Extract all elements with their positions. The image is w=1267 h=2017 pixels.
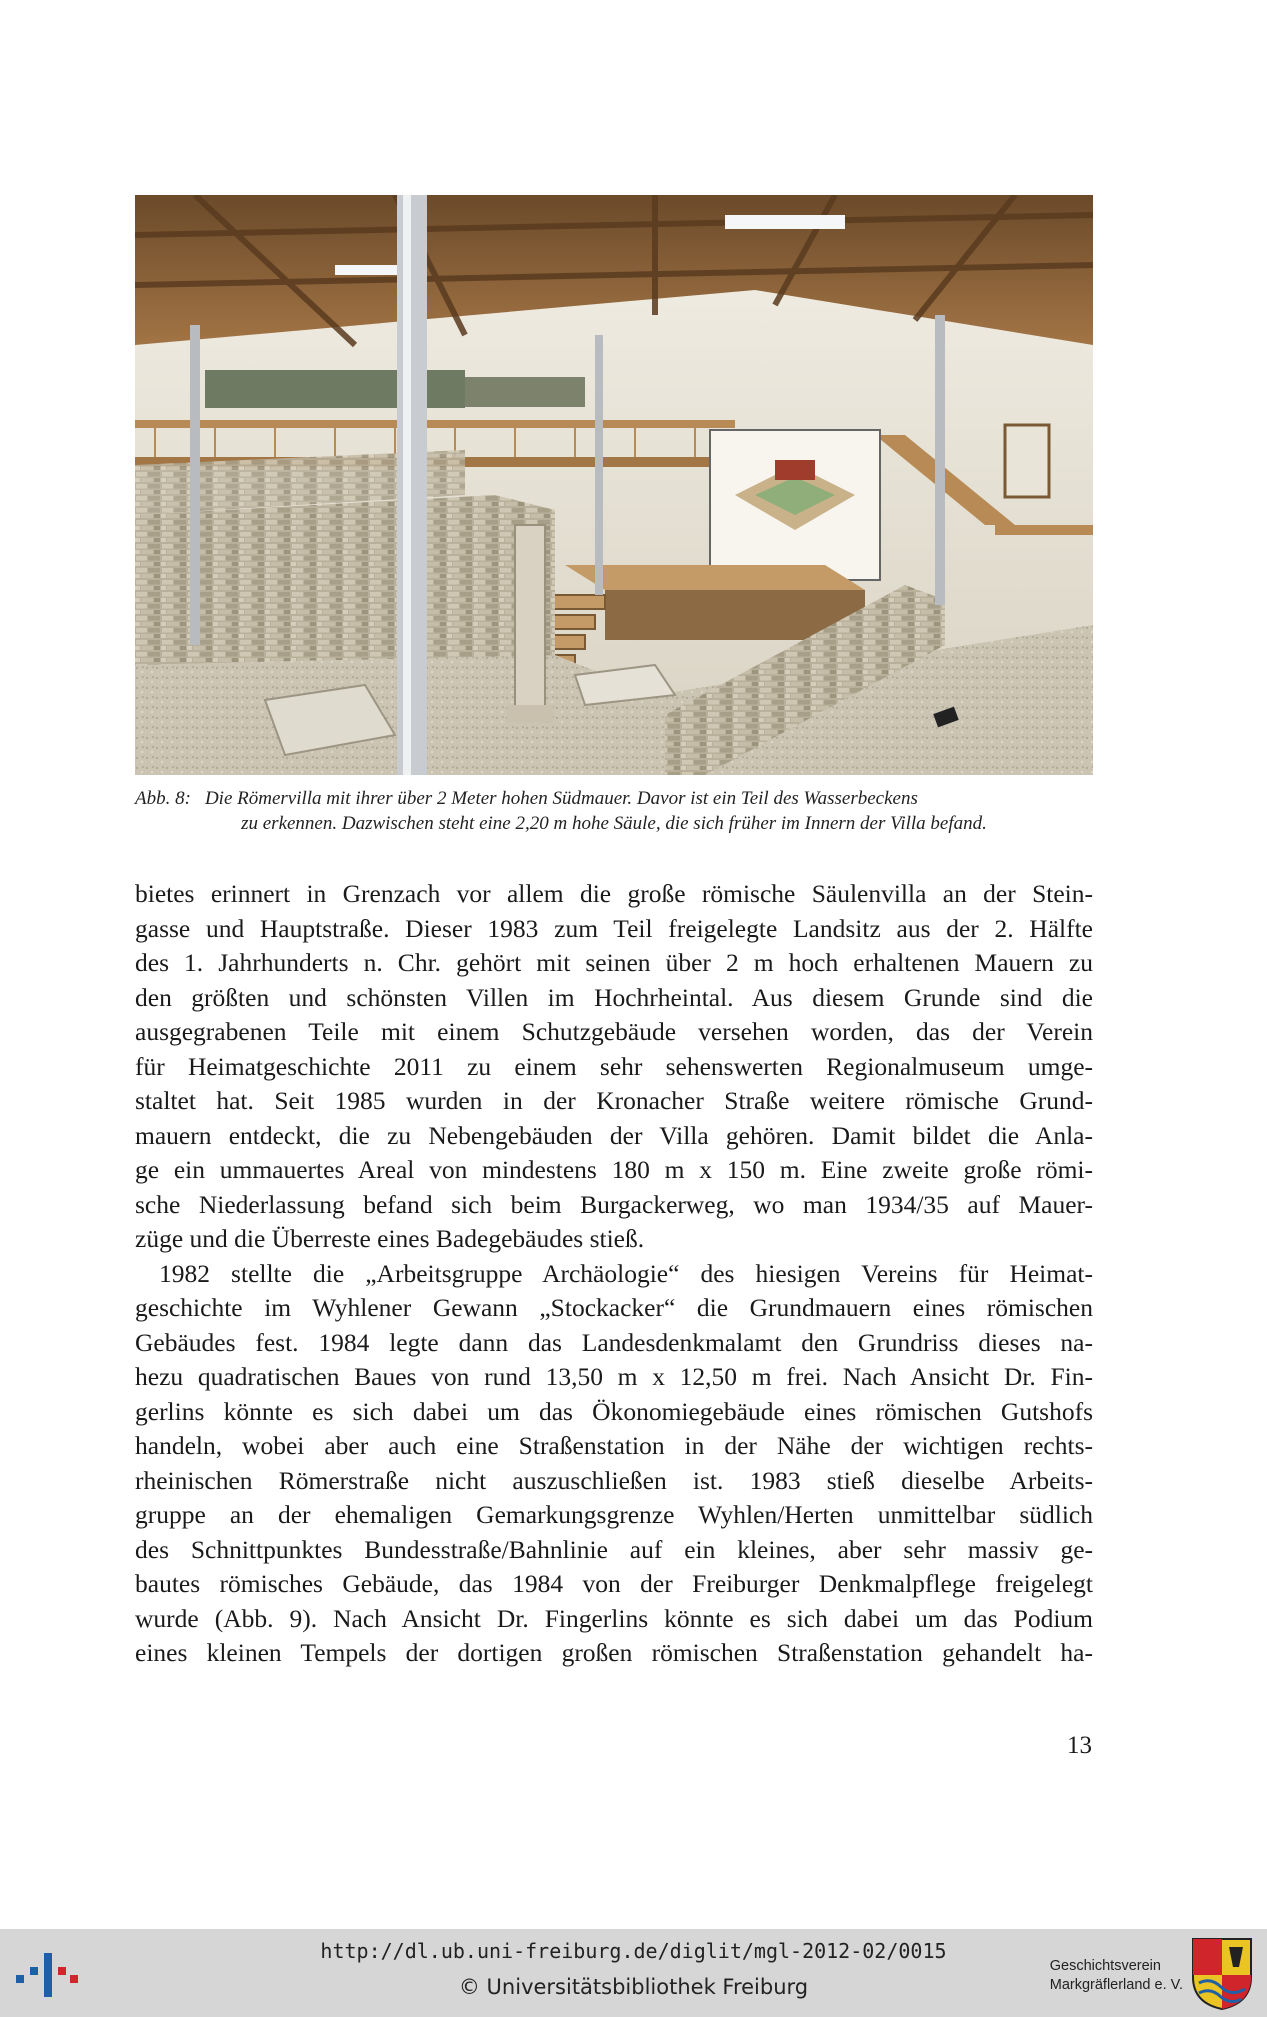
figure-photo [135, 195, 1093, 775]
text-line: wurde (Abb. 9). Nach Ansicht Dr. Fingerlins könnte es sich dabei um das Podium [135, 1603, 1093, 1633]
text-line: sche Niederlassung befand sich beim Burgackerweg, wo man 1934/35 auf Mauer- [135, 1189, 1093, 1219]
page-number: 13 [1067, 1732, 1092, 1759]
caption-label: Abb. 8: [135, 788, 191, 809]
society-crest-icon [1191, 1937, 1253, 2011]
text-line: gasse und Hauptstraße. Dieser 1983 zum Teil freigelegte Landsitz aus der 2. Hälfte [135, 913, 1093, 943]
footer-url[interactable]: http://dl.ub.uni-freiburg.de/diglit/mgl-2012-02/0015 [320, 1939, 947, 1963]
text-line: gruppe an der ehemaligen Gemarkungsgrenze Wyhlen/Herten unmittelbar südlich [135, 1500, 1093, 1529]
text-line: rheinischen Römerstraße nicht auszuschließen ist. 1983 stieß dieselbe Arbeits- [135, 1465, 1093, 1495]
text-line: züge und die Überreste eines Badegebäudes stieß. [135, 1224, 645, 1253]
text-line: handeln, wobei aber auch eine Straßenstation in der Nähe der wichtigen rechts- [135, 1431, 1093, 1460]
text-line: des 1. Jahrhunderts n. Chr. gehört mit seinen über 2 m hoch erhaltenen Mauern zu [135, 948, 1093, 977]
footer-bar [0, 1929, 1267, 2017]
text-line: mauern entdeckt, die zu Nebengebäuden der Villa gehören. Damit bildet die Anla- [135, 1120, 1093, 1150]
text-line: Gebäudes fest. 1984 legte dann das Landesdenkmalamt den Grundriss dieses na- [135, 1327, 1093, 1357]
text-line: geschichte im Wyhlener Gewann „Stockacker“ die Grundmauern eines römischen [135, 1293, 1093, 1322]
text-line: hezu quadratischen Baues von rund 13,50 m x 12,50 m frei. Nach Ansicht Dr. Fin- [135, 1362, 1093, 1391]
text-line: ausgegrabenen Teile mit einem Schutzgebäude versehen worden, das der Verein [135, 1017, 1093, 1046]
text-line: bautes römisches Gebäude, das 1984 von der Freiburger Denkmalpflege freigelegt [135, 1569, 1093, 1598]
society-name [1050, 1957, 1183, 1995]
caption-line-1: Die Römervilla mit ihrer über 2 Meter hohen Südmauer. Davor ist ein Teil des Wasserbeckens [204, 788, 918, 809]
footer-copyright: © Universitätsbibliothek Freiburg [458, 1975, 809, 1999]
figure-caption [135, 786, 1093, 836]
text-line: des Schnittpunktes Bundesstraße/Bahnlinie auf ein kleines, aber sehr massiv ge- [135, 1534, 1093, 1564]
society-line-1: Geschichtsverein [1049, 1958, 1161, 1974]
text-line: gerlins könnte es sich dabei um das Ökonomiegebäude eines römischen Gutshofs [135, 1396, 1093, 1426]
text-line: den größten und schönsten Villen im Hochrheintal. Aus diesem Grunde sind die [135, 982, 1093, 1012]
text-line: bietes erinnert in Grenzach vor allem die große römische Säulenvilla an der Stein- [135, 879, 1093, 908]
text-line: 1982 stellte die „Arbeitsgruppe Archäologie“ des hiesigen Vereins für Heimat- [159, 1258, 1093, 1288]
roman-villa-photo [135, 195, 1093, 775]
text-line: eines kleinen Tempels der dortigen großen römischen Straßenstation gehandelt ha- [135, 1638, 1093, 1667]
text-line: für Heimatgeschichte 2011 zu einem sehr sehenswerten Regionalmuseum umge- [135, 1051, 1093, 1081]
text-line: staltet hat. Seit 1985 wurden in der Kronacher Straße weitere römische Grund- [135, 1086, 1093, 1115]
caption-line-2: zu erkennen. Dazwischen steht eine 2,20 m hohe Säule, die sich früher im Innern der Villa befand. [241, 813, 987, 834]
body-text [135, 877, 1093, 1671]
text-line: ge ein ummauertes Areal von mindestens 180 m x 150 m. Eine zweite große römi- [135, 1155, 1093, 1184]
society-line-2: Markgräflerland e. V. [1049, 1977, 1183, 1993]
